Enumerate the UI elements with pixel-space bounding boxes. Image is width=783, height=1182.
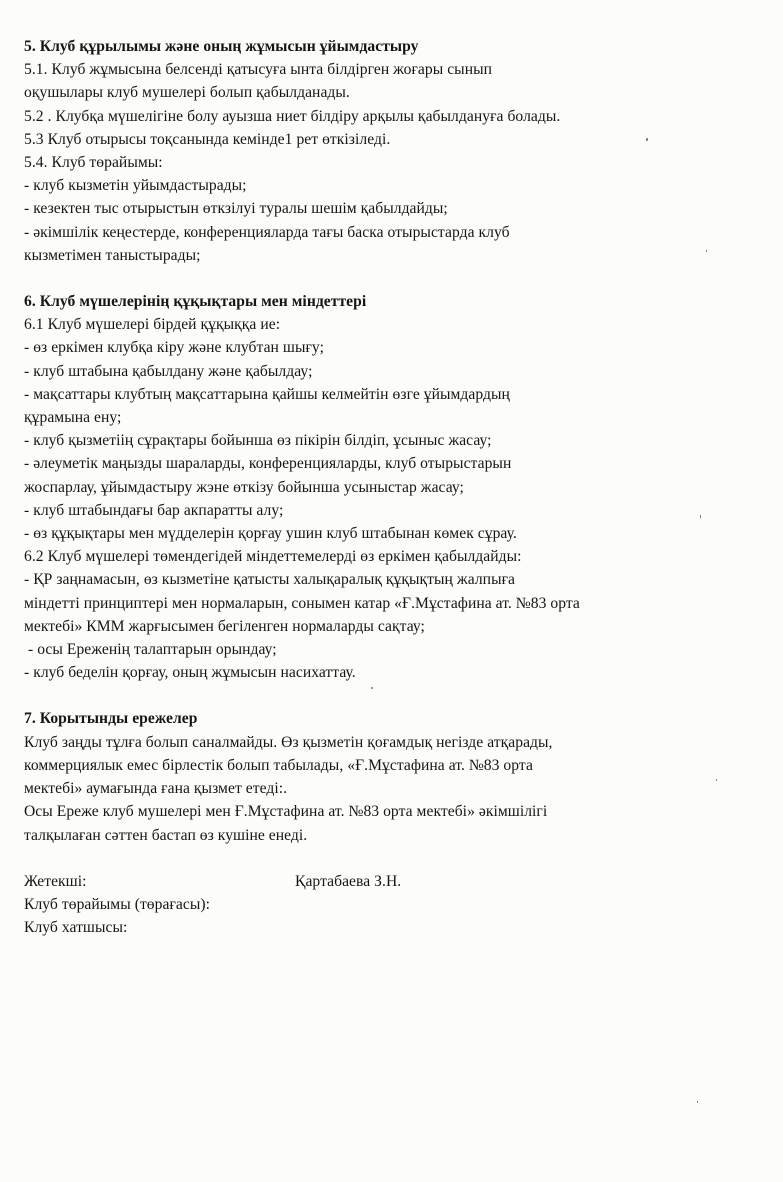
section-7-line: Клуб заңды тұлға болып саналмайды. Өз қызметін қоғамдық негізде атқарады, — [24, 733, 553, 751]
section-7-line: коммерциялык емес бірлестік болып табылады, «Ғ.Мұстафина ат. №83 орта — [24, 756, 533, 774]
section-6-line: - клуб қызметіің сұрақтары бойынша өз пікірін білдіп, ұсыныс жасау; — [24, 432, 492, 450]
section-6-line: 6.1 Клуб мүшелері бірдей құқыққа ие: — [24, 316, 281, 334]
section-5-line: 5.3 Клуб отырысы тоқсанында кемінде1 рет өткізіледі. — [24, 130, 391, 148]
section-6 — [24, 290, 769, 684]
section-6-line: жоспарлау, ұйымдастыру жэне өткізу бойынша усыныстар жасау; — [24, 478, 464, 496]
section-6-line: - клуб беделін қорғау, оның жұмысын насихаттау. — [24, 664, 356, 682]
signature-row-secretary — [24, 916, 769, 939]
signature-row-leader — [24, 870, 769, 893]
scan-speck — [697, 1101, 698, 1103]
section-6-line: мектебі» КММ жарғысымен бегіленген нормаларды сақтау; — [24, 617, 425, 635]
section-5 — [24, 35, 769, 267]
section-5-line: 5.4. Клуб төрайымы: — [24, 154, 163, 172]
signature-row-chair — [24, 893, 769, 916]
section-7-line: талқылаған сәттен бастап өз кушіне енеді. — [24, 826, 308, 844]
section-7-line: Осы Ереже клуб мушелері мен Ғ.Мұстафина ат. №83 орта мектебі» әкімшілігі — [24, 803, 548, 821]
section-6-heading: 6. Клуб мүшелерінің құқықтары мен міндеттері — [24, 293, 367, 311]
section-7-heading: 7. Корытынды ережелер — [24, 710, 198, 728]
section-5-line: - әкімшілік кеңестерде, конференцияларда тағы баска отырыстарда клуб — [24, 223, 510, 241]
section-5-line: - клуб кызметін уйымдастырады; — [24, 177, 247, 195]
section-5-line: - кезектен тыс отырыстын өткзілуі туралы шешім қабылдайды; — [24, 200, 448, 218]
section-6-line: - ҚР заңнамасын, өз кызметіне қатысты халықаралық құқықтың жалпыға — [24, 571, 516, 589]
section-6-line: - өз құқықтары мен мүдделерін қорғау ушин клуб штабынан көмек сұрау. — [24, 525, 517, 543]
section-6-line: құрамына ену; — [24, 409, 122, 427]
document-body — [24, 35, 769, 939]
section-5-line: оқушылары клуб мушелері болып қабылданады. — [24, 84, 350, 102]
section-5-line: 5.2 . Клубқа мүшелігіне болу ауызша ниет білдіру арқылы қабылдануға болады. — [24, 107, 561, 125]
section-6-line: - клуб штабындағы бар акпаратты алу; — [24, 501, 284, 519]
secretary-label: Клуб хатшысы: — [24, 919, 128, 937]
section-6-line: - клуб штабына қабылдану және қабылдау; — [24, 362, 313, 380]
section-6-line: - өз еркімен клубқа кіру және клубтан шығу; — [24, 339, 324, 357]
section-7-line: мектебі» аумағында ғана қызмет етеді:. — [24, 780, 288, 798]
section-6-line: - әлеуметік маңызды шараларды, конференцияларды, клуб отырыстарын — [24, 455, 512, 473]
signature-block — [24, 870, 769, 940]
chair-label: Клуб төрайымы (төрағасы): — [24, 895, 211, 913]
section-6-line: міндетті принциптері мен нормаларын, сонымен катар «Ғ.Мұстафина ат. №83 орта — [24, 594, 580, 612]
section-5-line: кызметімен таныстырады; — [24, 246, 201, 264]
leader-label: Жетекші: — [24, 872, 87, 890]
section-5-heading: 5. Клуб құрылымы және оның жұмысын ұйымдастыру — [24, 38, 419, 55]
section-6-line: - мақсаттары клубтың мақсаттарына қайшы келмейтін өзге ұйымдардың — [24, 385, 510, 403]
section-6-line: 6.2 Клуб мүшелері төмендегідей міндеттемелерді өз еркімен қабылдайды: — [24, 548, 522, 566]
section-5-line: 5.1. Клуб жұмысына белсенді қатысуға ынта білдірген жоғары сынып — [24, 61, 493, 79]
section-7 — [24, 707, 769, 846]
section-6-line: - осы Ереженің талаптарын орындау; — [28, 641, 277, 659]
leader-name: Қартабаева З.Н. — [295, 872, 402, 890]
